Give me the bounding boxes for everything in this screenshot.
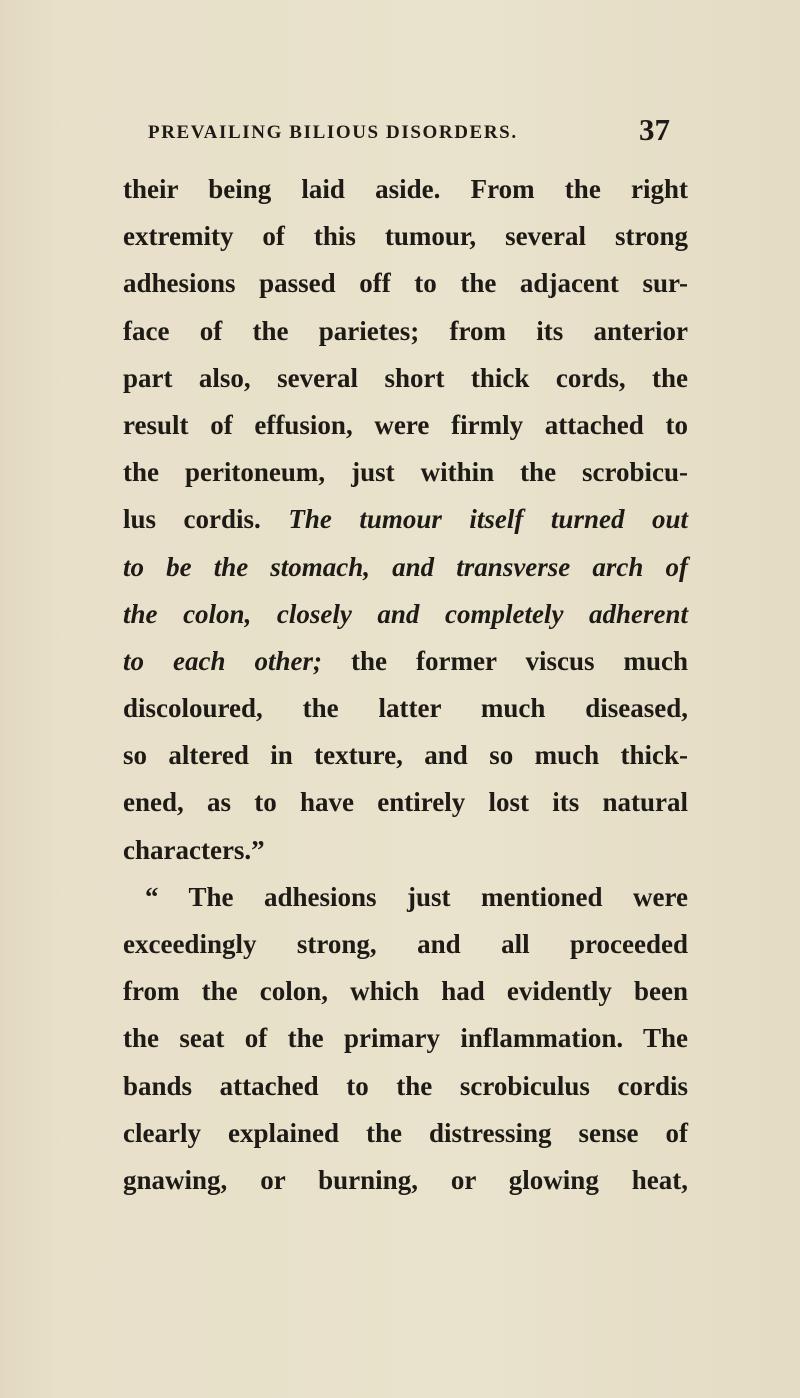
page-header <box>148 112 688 158</box>
text-line: adhesions passed off to the adjacent sur- <box>123 268 688 299</box>
body-text <box>123 166 688 1204</box>
text-line: clearly explained the distressing sense of <box>123 1117 688 1148</box>
text-line: exceedingly strong, and all proceeded <box>123 929 688 959</box>
text-line: bands attached to the scrobiculus cordis <box>123 1070 688 1101</box>
italic-text-run: The tumour itself turned out <box>288 504 688 535</box>
text-line: part also, several short thick cords, the <box>123 362 688 393</box>
italic-text-run: to each other; <box>123 645 322 676</box>
text-line: face of the parietes; from its anterior <box>123 315 688 346</box>
text-run: lus cordis. <box>123 504 261 535</box>
text-line <box>123 496 688 543</box>
text-line: “ The adhesions just mentioned were <box>145 881 688 912</box>
text-line <box>123 638 688 685</box>
text-line: the colon, closely and completely adherent <box>123 598 688 629</box>
text-line: the peritoneum, just within the scrobicu- <box>123 457 688 488</box>
text-run: the former viscus much <box>351 645 688 676</box>
running-head: PREVAILING BILIOUS DISORDERS. <box>148 122 518 143</box>
text-line: gnawing, or burning, or glowing heat, <box>123 1164 688 1195</box>
text-line: characters.” <box>123 834 265 865</box>
text-line: discoloured, the latter much diseased, <box>123 693 688 724</box>
text-line: result of effusion, were firmly attached to <box>123 409 688 440</box>
text-line: extremity of this tumour, several strong <box>123 221 688 252</box>
text-line: so altered in texture, and so much thick- <box>123 740 688 771</box>
page-number: 37 <box>639 112 670 147</box>
text-line: from the colon, which had evidently been <box>123 976 688 1007</box>
text-line: their being laid aside. From the right <box>123 174 688 204</box>
text-line: the seat of the primary inflammation. The <box>123 1023 688 1054</box>
text-line: to be the stomach, and transverse arch of <box>123 551 688 582</box>
text-line: ened, as to have entirely lost its natural <box>123 787 688 818</box>
